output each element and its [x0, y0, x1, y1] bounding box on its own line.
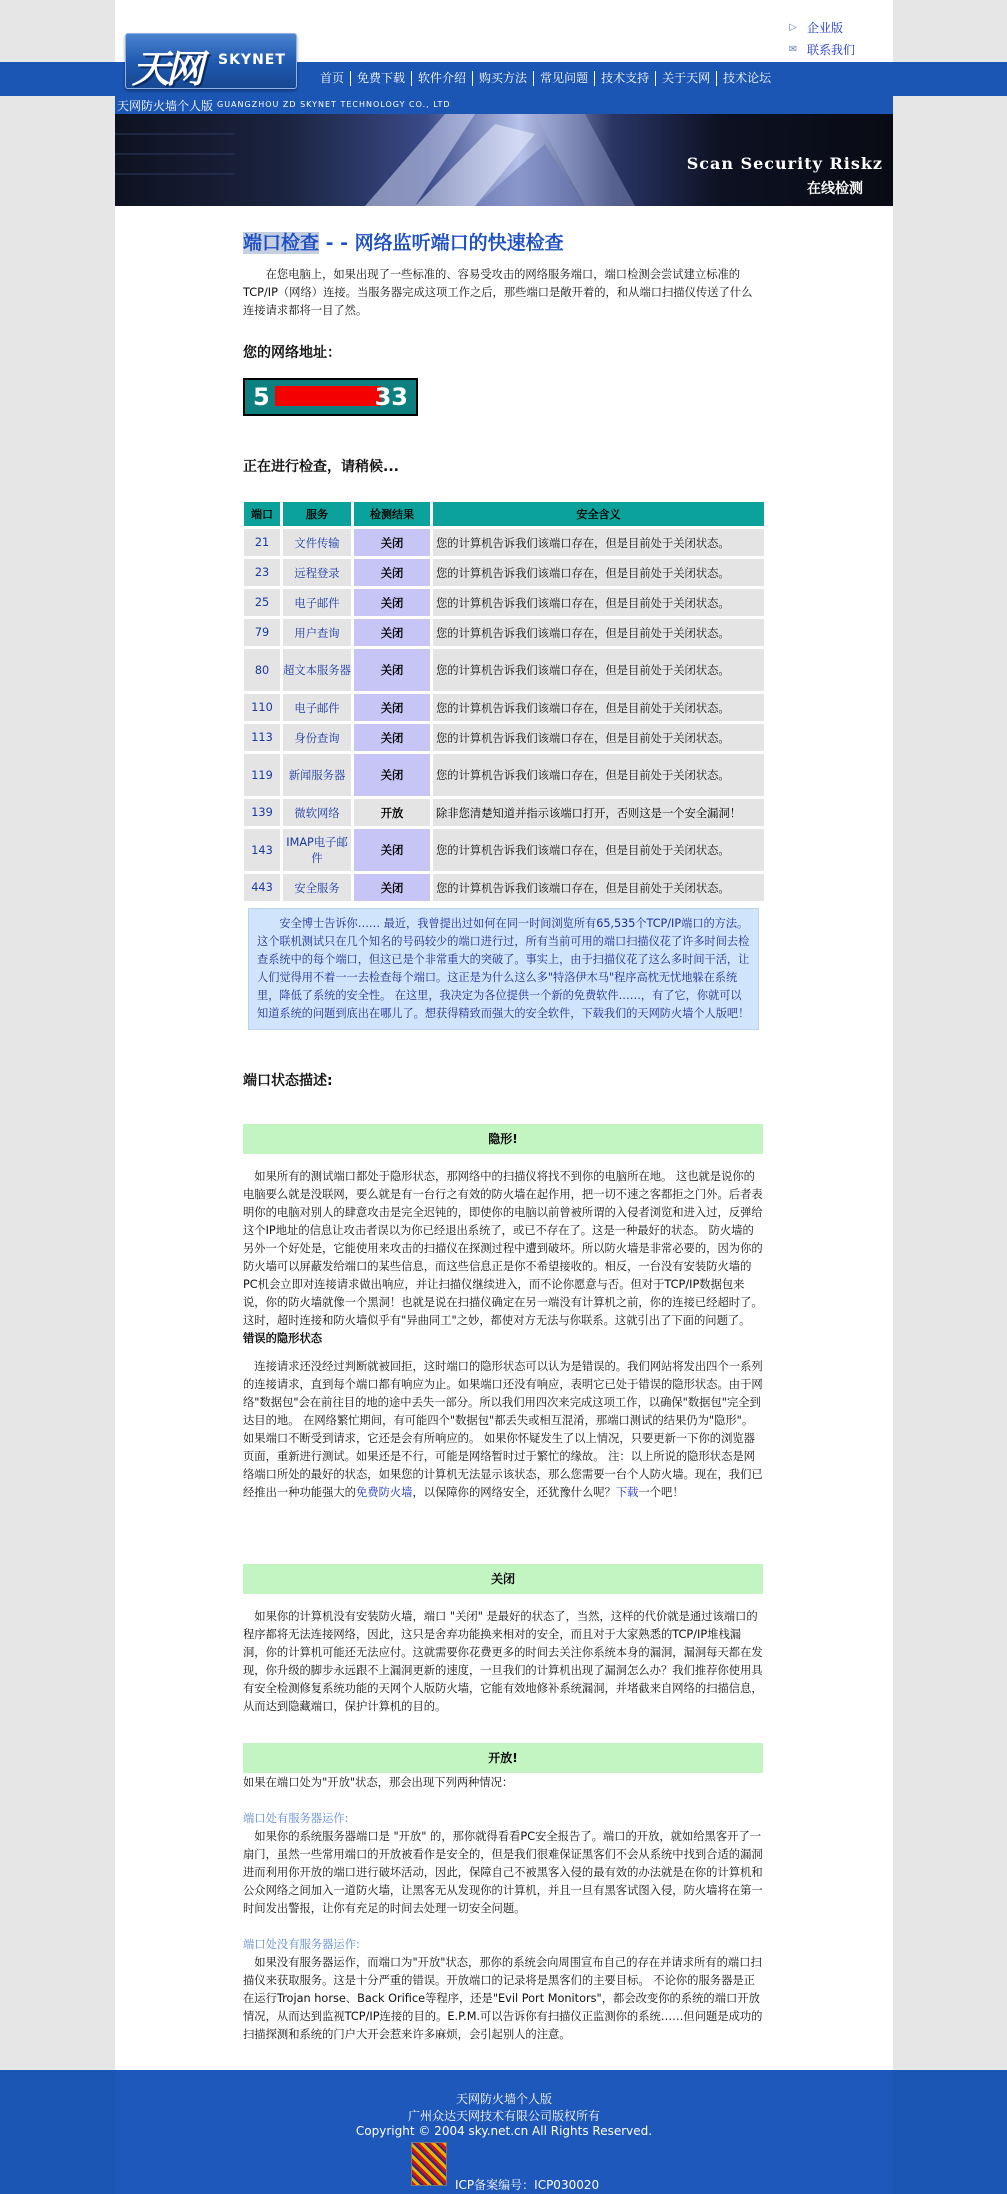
- doctor-tip-text: 安全博士告诉你…… 最近，我曾提出过如何在同一时间浏览所有65,535个TCP/IP端口的方法。这个联机测试只在几个知名的号码较少的端口进行过，所有当前可用的端口扫描仪花了许多时间去检查系统中的每个端口，但这已是个非常重大的突破了。事实上，由于扫描仪花了这么多时间干活，让人们觉得用不着一一去检查每个端口。这正是为什么这么多"特洛伊木马"程序高枕无忧地躲在系统里，降低了系统的安全性。 在这里，我决定为各位提供一个新的免费软件……，有了它，你就可以知道系统的问题到底出在哪儿了。想获得精致而强大的安全软件，下载我们的天网防火墙个人版吧！: [257, 917, 750, 1020]
- col-result: 检测结果: [354, 502, 430, 526]
- mail-icon: ✉: [788, 43, 798, 55]
- closed-bar: 关闭: [243, 1564, 763, 1594]
- main-content: [115, 206, 893, 2070]
- table-row: [244, 559, 764, 586]
- stealth-section: [243, 1168, 763, 1502]
- nav-home[interactable]: 首页: [320, 71, 345, 85]
- link-enterprise[interactable]: [785, 16, 855, 38]
- stealth-p2c: 一个吧！: [638, 1486, 684, 1499]
- col-port: 端口: [244, 502, 280, 526]
- checking-heading: 正在进行检查，请稍候...: [243, 459, 399, 475]
- port-cell: 443: [244, 874, 280, 901]
- logo-cn-text: 天网: [132, 46, 201, 91]
- banner-subtitle: 在线检测: [807, 181, 863, 197]
- col-meaning: 安全含义: [433, 502, 764, 526]
- nav-download[interactable]: 免费下载: [350, 71, 411, 86]
- result-cell: 关闭: [354, 529, 430, 556]
- ip-address-box: [243, 378, 418, 416]
- stealth-bar: 隐形!: [243, 1124, 763, 1154]
- stealth-p1-text: 如果所有的测试端口都处于隐形状态，那网络中的扫描仪将找不到你的电脑所在地。 这也就是说你的电脑要么就是没联网，要么就是有一台行之有效的防火墙在起作用，把一切不速之客都拒之门外。后者表明你的电脑对别人的肆意攻击是完全迟钝的，即使你的电脑以前曾被所谓的入侵者浏览和进入过，反弹给这个IP地址的信息让攻击者误以为你已经退出系统了，或已不存在了。这是一种最好的状态。 防火墙的另外一个好处是，它能使用来攻击的扫描仪在探测过程中遭到破坏。所以防火墙是非常必要的，因为你的防火墙可以屏蔽发给端口的某些信息，而这些信息正是你不希望接收的。相反，一台没有安装防火墙的PC机会立即对连接请求做出响应，并让扫描仪继续进入，而不论你愿意与否。但对于TCP/IP数据包来说，你的防火墙就像一个黑洞！也就是说在扫描仪确定在另一端没有计算机之前，你的连接已经超时了。这时，超时连接和防火墙似乎有"异曲同工"之妙，都使对方无法与你联系。这就引出了下面的问题了。: [243, 1170, 763, 1327]
- sub-bar: [115, 96, 893, 114]
- result-cell: 关闭: [354, 874, 430, 901]
- product-name: 天网防火墙个人版: [117, 99, 214, 113]
- page-title: [243, 228, 564, 255]
- service-cell: 微软网络: [283, 799, 351, 826]
- port-cell: 80: [244, 649, 280, 691]
- skynet-logo[interactable]: [125, 33, 297, 89]
- table-row: [244, 619, 764, 646]
- port-cell: 119: [244, 754, 280, 796]
- address-heading: 您的网络地址：: [243, 345, 341, 361]
- open-heading-2: 端口处没有服务器运作:: [243, 1938, 360, 1951]
- footer-inner: [115, 2070, 893, 2194]
- meaning-cell: 您的计算机告诉我们该端口存在，但是目前处于关闭状态。: [433, 649, 764, 691]
- service-cell: 电子邮件: [283, 589, 351, 616]
- meaning-cell: 您的计算机告诉我们该端口存在，但是目前处于关闭状态。: [433, 829, 764, 871]
- ip-right: 33: [374, 383, 408, 411]
- table-row: [244, 589, 764, 616]
- meaning-cell: 您的计算机告诉我们该端口存在，但是目前处于关闭状态。: [433, 694, 764, 721]
- footer-copyright: Copyright © 2004 sky.net.cn All Rights Reserved.: [355, 2124, 653, 2138]
- enterprise-link[interactable]: 企业版: [806, 20, 843, 35]
- meaning-cell: 您的计算机告诉我们该端口存在，但是目前处于关闭状态。: [433, 529, 764, 556]
- contact-link[interactable]: 联系我们: [806, 42, 855, 57]
- port-cell: 139: [244, 799, 280, 826]
- table-row: [244, 724, 764, 751]
- ip-left: 5: [253, 383, 270, 411]
- result-cell: 关闭: [354, 724, 430, 751]
- table-row: [244, 829, 764, 871]
- arrow-icon: ▷: [789, 21, 797, 33]
- result-cell: 关闭: [354, 589, 430, 616]
- nav-support[interactable]: 技术支持: [594, 71, 655, 86]
- meaning-cell: 您的计算机告诉我们该端口存在，但是目前处于关闭状态。: [433, 724, 764, 751]
- port-table: [241, 499, 767, 904]
- stealth-p2a: 连接请求还没经过判断就被回拒，这时端口的隐形状态可以认为是错误的。我们网站将发出四个一系列的连接请求，直到每个端口都有响应为止。如果端口还没有响应，表明它已处于错误的隐形状态。由于网络"数据包"会在前往目的地的途中丢失一部分。所以我们用四次来完成这项工作，以确保"数据包"完全到达目的地。 在网络繁忙期间，有可能四个"数据包"都丢失或相互混淆，那端口测试的结果仍为"隐形"。如果端口不断受到请求，它还是会有所响应的。 如果你怀疑发生了以上情况，只要更新一下你的浏览器页面，重新进行测试。如果还是不行，可能是网络暂时过于繁忙的缘故。 注：以上所说的隐形状态是网络端口所处的最好的状态，如果您的计算机无法显示该状态，那么您需要一台个人防火墙。现在，我们已经推出一种功能强大的: [243, 1360, 763, 1499]
- port-cell: 110: [244, 694, 280, 721]
- footer-company: 广州众达天网技术有限公司版权所有: [407, 2109, 600, 2123]
- banner-image: [115, 114, 893, 206]
- meaning-cell: 您的计算机告诉我们该端口存在，但是目前处于关闭状态。: [433, 559, 764, 586]
- table-row: [244, 799, 764, 826]
- port-cell: 79: [244, 619, 280, 646]
- status-heading: 端口状态描述:: [243, 1073, 333, 1089]
- service-cell: 身份查询: [283, 724, 351, 751]
- port-rows: [244, 529, 764, 901]
- service-cell: 电子邮件: [283, 694, 351, 721]
- logo-en-text: SKYNET: [218, 52, 286, 68]
- open-intro: 如果在端口处为"开放"状态，那会出现下列两种情况：: [243, 1776, 514, 1789]
- table-row: [244, 874, 764, 901]
- table-row: [244, 754, 764, 796]
- port-cell: 143: [244, 829, 280, 871]
- meaning-cell: 您的计算机告诉我们该端口存在，但是目前处于关闭状态。: [433, 589, 764, 616]
- banner-title: Scan Security Riskz: [686, 154, 883, 173]
- open-paragraph-2: 如果没有服务器运作，而端口为"开放"状态，那你的系统会向周围宣布自己的存在并请求所有的端口扫描仪来获取服务。这是十分严重的错误。开放端口的记录将是黑客们的主要目标。 不论你的服务器是正在运行Trojan horse、Back Orifice等程序，还是"Evil Port Monitors"，都会改变你的系统的端口开放情况，从而达到监视TCP/IP连接的目的。E.P.M.可以告诉你有扫描仪正监测你的系统……但问题是成功的扫描探测和系统的门户大开会惹来许多麻烦，会引起别人的注意。: [243, 1956, 763, 2041]
- link-contact[interactable]: [785, 38, 855, 60]
- nav-buy[interactable]: 购买方法: [472, 71, 533, 86]
- service-cell: IMAP电子邮件: [283, 829, 351, 871]
- port-cell: 21: [244, 529, 280, 556]
- nav-about[interactable]: 关于天网: [655, 71, 716, 86]
- title-rest: - - 网络监听端口的快速检查: [319, 232, 564, 254]
- stealth-paragraph-1: [243, 1168, 763, 1348]
- result-cell: 关闭: [354, 754, 430, 796]
- meaning-cell: 您的计算机告诉我们该端口存在，但是目前处于关闭状态。: [433, 874, 764, 901]
- open-section: [243, 1774, 763, 2044]
- service-cell: 新闻服务器: [283, 754, 351, 796]
- nav-faq[interactable]: 常见问题: [533, 71, 594, 86]
- table-row: [244, 529, 764, 556]
- service-cell: 用户查询: [283, 619, 351, 646]
- meaning-cell: 除非您清楚知道并指示该端口打开，否则这是一个安全漏洞！: [433, 799, 764, 826]
- closed-paragraph: 如果你的计算机没有安装防火墙，端口 "关闭" 是最好的状态了，当然，这样的代价就是通过该端口的程序都将无法连接网络，因此，这只是舍弃功能换来相对的安全，而且对于大家熟悉的TCP/IP堆栈漏洞，你的计算机可能还无法应付。这就需要你花费更多的时间去关注你系统本身的漏洞，漏洞每天都在发现，你升级的脚步永远跟不上漏洞更新的速度，一旦我们的计算机出现了漏洞怎么办？我们推荐你使用具有安全检测修复系统功能的天网个人版防火墙，它能有效地修补系统漏洞，并堵截来自网络的扫描信息，从而达到隐藏端口，保护计算机的目的。: [243, 1610, 763, 1713]
- footer-product: 天网防火墙个人版: [455, 2092, 552, 2106]
- icp-badge-icon[interactable]: [411, 2142, 447, 2186]
- footer-icp: ICP备案编号：ICP030020: [455, 2178, 600, 2192]
- table-row: [244, 649, 764, 691]
- table-header-row: [244, 502, 764, 526]
- result-cell: 关闭: [354, 619, 430, 646]
- open-bar: 开放!: [243, 1743, 763, 1773]
- service-cell: 安全服务: [283, 874, 351, 901]
- footer: [0, 2070, 1007, 2194]
- ip-redaction: [275, 386, 381, 406]
- stealth-paragraph-2: [243, 1358, 763, 1502]
- open-heading-1: 端口处有服务器运作:: [243, 1812, 349, 1825]
- main-nav: [314, 71, 777, 86]
- nav-forum[interactable]: 技术论坛: [716, 71, 777, 86]
- result-cell: 关闭: [354, 649, 430, 691]
- meaning-cell: 您的计算机告诉我们该端口存在，但是目前处于关闭状态。: [433, 754, 764, 796]
- service-cell: 远程登录: [283, 559, 351, 586]
- port-cell: 23: [244, 559, 280, 586]
- nav-intro[interactable]: 软件介绍: [411, 71, 472, 86]
- stealth-p2b: ，以保障你的网络安全，还犹豫什么呢？: [412, 1486, 616, 1499]
- service-cell: 超文本服务器: [283, 649, 351, 691]
- top-links: [785, 16, 855, 60]
- service-cell: 文件传输: [283, 529, 351, 556]
- free-firewall-link[interactable]: 免费防火墙: [355, 1486, 413, 1499]
- stealth-p1-bold: 错误的隐形状态: [243, 1332, 323, 1345]
- port-cell: 25: [244, 589, 280, 616]
- meaning-cell: 您的计算机告诉我们该端口存在，但是目前处于关闭状态。: [433, 619, 764, 646]
- result-cell: 关闭: [354, 694, 430, 721]
- company-name-en: GUANGZHOU ZD SKYNET TECHNOLOGY CO., LTD: [217, 100, 451, 109]
- doctor-tip-box: [248, 908, 759, 1030]
- result-cell: 关闭: [354, 829, 430, 871]
- result-cell: 关闭: [354, 559, 430, 586]
- table-row: [244, 694, 764, 721]
- port-cell: 113: [244, 724, 280, 751]
- col-service: 服务: [283, 502, 351, 526]
- download-link[interactable]: 下载: [615, 1486, 639, 1499]
- title-highlight: 端口检查: [243, 232, 320, 254]
- intro-paragraph: 在您电脑上，如果出现了一些标准的、容易受攻击的网络服务端口，端口检测会尝试建立标准的TCP/IP（网络）连接。当服务器完成这项工作之后，那些端口是敞开着的，和从端口扫描仪传送了什么连接请求都将一目了然。: [243, 268, 753, 317]
- result-cell: 开放: [354, 799, 430, 826]
- open-paragraph-1: 如果你的系统服务器端口是 "开放" 的，那你就得看看PC安全报告了。端口的开放，就如给黑客开了一扇门，虽然一些常用端口的开放被看作是安全的，但是我们很难保证黑客们不会从系统中找到合适的漏洞进而利用你开放的端口进行破坏活动，因此，保障自己不被黑客入侵的最有效的办法就是在你的计算机和公众网络之间加入一道防火墙，让黑客无从发现你的计算机，并且一旦有黑客试图入侵，防火墙将在第一时间发出警报，让你有充足的时间去处理一切安全问题。: [243, 1830, 763, 1915]
